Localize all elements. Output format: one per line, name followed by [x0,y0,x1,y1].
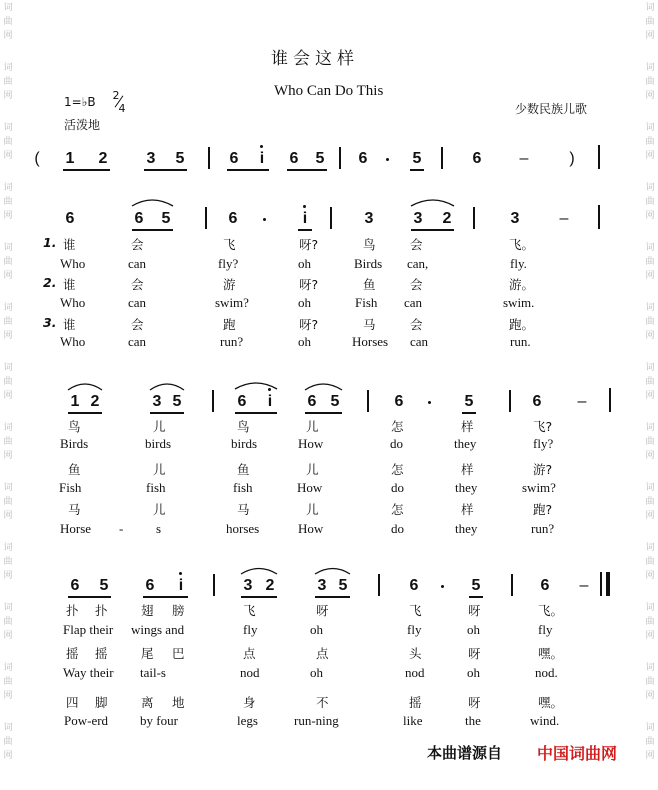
lyric-cn: 呀 [468,603,481,618]
watermark-glyph: 词 [645,3,655,13]
note: 5 [99,577,109,594]
lyric-cn: 鸟 [68,419,81,434]
lyric-en: can [404,295,423,310]
sustain-dash: – [579,577,589,594]
lyric-cn: 呀? [299,237,319,252]
lyric-en: can [128,256,147,271]
lyric-cn: 跑。 [509,317,535,332]
lyric-en: the [465,713,481,728]
lyric-cn: 会 [131,317,144,332]
watermark-glyph: 词 [645,303,655,313]
slur [68,384,102,390]
lyric-en: How [297,480,323,495]
watermark-glyph: 曲 [3,197,13,207]
lyric-en: oh [467,622,480,637]
watermark-glyph: 网 [645,451,655,461]
watermark-glyph: 网 [3,631,13,641]
note: 1 [65,150,75,167]
watermark-glyph: 词 [3,423,13,433]
lyric-en: can [128,295,147,310]
intro-close-paren: ) [569,150,575,167]
lyric-cn: 马 [68,502,81,517]
lyric-en: run-ning [294,713,339,728]
lyric-cn: 样 [461,502,474,517]
watermark-glyph: 词 [3,123,13,133]
watermark-glyph: 词 [645,123,655,133]
lyric-en: fly? [218,256,239,271]
watermark-glyph: 网 [3,571,13,581]
slur [150,384,184,390]
lyric-en: Fish [355,295,378,310]
lyric-en: oh [298,334,311,349]
note: 3 [413,210,423,227]
note: 5 [161,210,171,227]
watermark-glyph: 曲 [645,137,655,147]
watermark-glyph: 曲 [645,317,655,327]
lyric-cn: 鸟 [363,237,376,252]
watermark-glyph: 词 [3,363,13,373]
watermark-glyph: 词 [645,243,655,253]
watermark-glyph: 曲 [3,557,13,567]
lyric-cn: 摇 [66,646,79,661]
watermark-glyph: 词 [3,183,13,193]
lyric-en: wind. [530,713,560,728]
footer-source-label: 本曲谱源自 [427,744,503,762]
lyric-en: oh [310,622,323,637]
lyric-en: fly [407,622,422,637]
note: 5 [175,150,185,167]
lyric-cn: 飞 [243,603,256,618]
watermark-glyph: 词 [3,63,13,73]
watermark-glyph: 网 [645,511,655,521]
lyric-cn: 不 [316,695,329,710]
lyric-cn: 扑 [66,603,79,618]
watermark-glyph: 词 [3,603,13,613]
lyric-cn: 翅 [141,603,154,618]
note: 3 [152,393,162,410]
lyric-en: do [391,521,404,536]
lyric-en: swim? [522,480,556,495]
lyric-cn: 儿 [153,502,166,517]
lyric-cn: 嘿。 [538,695,564,710]
slur [241,569,277,575]
watermark-glyph: 词 [3,663,13,673]
lyric-cn: 谁 [63,237,76,252]
lyric-en: Pow-erd [64,713,109,728]
lyric-cn: 马 [363,317,376,332]
lyric-en: legs [237,713,258,728]
note: 3 [364,210,374,227]
lyric-cn: 飞? [533,419,553,434]
lyric-cn: 飞 [223,237,236,252]
watermark-glyph: 网 [3,391,13,401]
lyric-en: they [455,480,478,495]
watermark-glyph: 网 [645,31,655,41]
watermark-glyph: 网 [3,271,13,281]
note: 6 [289,150,299,167]
lyric-en: Fish [59,480,82,495]
watermark-glyph: 词 [645,483,655,493]
lyric-cn: 摇 [409,695,422,710]
lyric-en: they [455,521,478,536]
watermark-glyph: 词 [3,3,13,13]
lyric-cn: 巴 [172,646,185,661]
note: 6 [70,577,80,594]
watermark-glyph: 曲 [3,257,13,267]
note: 3 [243,577,253,594]
lyric-en: birds [145,436,171,451]
watermark-glyph: 网 [3,511,13,521]
lyric-cn: 怎 [391,419,404,434]
lyric-cn: 会 [131,277,144,292]
time-signature-numerator: 2 [112,89,120,102]
note: 6 [358,150,368,167]
watermark-glyph: 网 [3,691,13,701]
note: 5 [172,393,182,410]
watermark-glyph: 词 [645,603,655,613]
note: 6 [228,210,238,227]
note: 5 [315,150,325,167]
watermark-glyph: 曲 [645,617,655,627]
note: 2 [265,577,275,594]
lyric-cn: 会 [410,277,423,292]
lyric-cn: 呀 [468,695,481,710]
lyric-cn: 脚 [95,695,108,710]
lyric-en: How [298,436,324,451]
time-signature-denominator: 4 [118,102,126,115]
lyric-en: Horse [60,521,92,536]
lyric-en: fish [233,480,253,495]
watermark-glyph: 网 [645,751,655,761]
lyric-cn: 头 [409,646,422,661]
lyric-en: nod [405,665,425,680]
lyric-cn: 马 [237,502,250,517]
slur [235,383,277,389]
lyric-cn: 跑 [223,317,236,332]
footer-site-link[interactable]: 中国词曲网 [537,744,618,763]
lyric-en: do [390,436,403,451]
lyric-cn: 点 [316,646,329,661]
watermark-glyph: 曲 [645,737,655,747]
watermark-glyph: 词 [645,363,655,373]
lyric-en: can [410,334,429,349]
note: 5 [338,577,348,594]
watermark-glyph: 词 [645,723,655,733]
lyric-cn: 跑? [533,502,553,517]
lyric-en: Way their [63,665,114,680]
lyric-cn: 飞。 [509,237,535,252]
lyric-cn: 会 [131,237,144,252]
note: 6 [237,393,247,410]
watermark-glyph: 词 [645,423,655,433]
watermark-glyph: 网 [645,631,655,641]
lyric-en: fly? [533,436,554,451]
lyric-cn: 点 [243,646,256,661]
lyric-cn: 鱼 [237,462,250,477]
note: 3 [317,577,327,594]
watermark-glyph: 网 [645,691,655,701]
note: 2 [90,393,100,410]
watermark-glyph: 曲 [645,557,655,567]
note: 6 [532,393,542,410]
lyric-en: do [391,480,404,495]
lyric-cn: 游? [533,462,553,477]
watermark-glyph: 曲 [3,437,13,447]
note: 2 [98,150,108,167]
tempo-marking: 活泼地 [64,118,101,132]
note: 3 [146,150,156,167]
watermark-glyph: 曲 [645,437,655,447]
lyric-en: like [403,713,423,728]
note: 5 [471,577,481,594]
note: i [267,393,273,410]
watermark-glyph: 曲 [645,377,655,387]
lyric-en: Horses [352,334,389,349]
watermark-glyph: 词 [645,183,655,193]
note: 5 [412,150,422,167]
watermark-glyph: 网 [3,31,13,41]
note: 6 [394,393,404,410]
watermark-glyph: 网 [645,271,655,281]
lyric-en: Who [60,256,86,271]
lyric-cn: 离 [141,695,154,710]
watermark-glyph: 曲 [3,137,13,147]
lyric-en: they [454,436,477,451]
lyric-cn: 鱼 [68,462,81,477]
lyric-en: Who [60,295,86,310]
song-title-english: Who Can Do This [274,83,384,99]
note: 6 [472,150,482,167]
lyric-cn: 扑 [95,603,108,618]
lyric-en: fly [243,622,258,637]
note: 2 [442,210,452,227]
lyric-en: nod [240,665,260,680]
lyric-en: horses [226,521,260,536]
lyric-cn: 飞 [409,603,422,618]
watermark-glyph: 网 [645,331,655,341]
intro-open-paren: ( [34,150,40,167]
sustain-dash: – [519,150,529,167]
note: 6 [540,577,550,594]
watermark-glyph: 网 [3,151,13,161]
song-title-chinese: 谁会这样 [271,49,359,69]
watermark-glyph: 网 [645,211,655,221]
lyric-en: fly. [510,256,527,271]
lyric-en: oh [310,665,323,680]
note: 6 [409,577,419,594]
lyric-en: swim? [215,295,249,310]
lyric-cn: 尾 [141,646,154,661]
note: 6 [65,210,75,227]
watermark-glyph: 曲 [645,17,655,27]
watermark-glyph: 网 [3,451,13,461]
lyric-cn: 儿 [306,502,319,517]
watermark-glyph: 词 [645,543,655,553]
lyric-en: s [156,521,162,536]
lyric-en: Birds [354,256,383,271]
lyric-en: birds [231,436,257,451]
note: 5 [464,393,474,410]
sustain-dash: – [559,210,569,227]
lyric-cn: 地 [172,695,185,710]
lyric-en: oh [467,665,480,680]
watermark-glyph: 词 [645,63,655,73]
verse-number: 2. [43,275,57,290]
note: i [302,210,308,227]
watermark-glyph: 曲 [3,377,13,387]
lyric-cn: 儿 [153,462,166,477]
watermark-glyph: 曲 [3,77,13,87]
lyric-cn: 谁 [63,317,76,332]
lyric-cn: 儿 [306,462,319,477]
note: 6 [307,393,317,410]
lyric-cn: 会 [410,317,423,332]
watermark-glyph: 曲 [645,677,655,687]
note: 3 [510,210,520,227]
verse-number: 1. [43,235,57,250]
lyric-en: oh [298,256,311,271]
watermark-glyph: 网 [645,91,655,101]
slur [305,384,342,390]
lyric-cn: 会 [410,237,423,252]
lyric-cn: 膀 [172,603,185,618]
lyric-cn: 游。 [509,277,535,292]
note: 6 [229,150,239,167]
lyric-cn: 呀 [468,646,481,661]
slur [315,569,350,575]
lyric-en: run? [220,334,244,349]
lyric-en: Who [60,334,86,349]
watermark-glyph: 网 [3,211,13,221]
lyric-en: Flap their [63,622,114,637]
lyric-cn: 游 [223,277,236,292]
watermark-glyph: 网 [3,331,13,341]
watermark-glyph: 词 [3,303,13,313]
lyric-cn: 怎 [391,502,404,517]
lyric-cn: 儿 [153,419,166,434]
lyric-cn: 样 [461,419,474,434]
watermark-glyph: 曲 [3,497,13,507]
lyric-cn: 摇 [95,646,108,661]
watermark-glyph: 网 [645,391,655,401]
watermark-glyph: 词 [3,723,13,733]
key-signature: 1=♭B [64,95,96,109]
lyric-en: oh [298,295,311,310]
note: 5 [330,393,340,410]
watermark-glyph: 曲 [645,197,655,207]
lyric-en: How [298,521,324,536]
watermark-glyph: 网 [3,91,13,101]
lyric-cn: 呀? [299,317,319,332]
lyric-cn: 鱼 [363,277,376,292]
watermark-glyph: 曲 [3,677,13,687]
lyric-cn: 四 [66,695,79,710]
lyric-cn: 谁 [63,277,76,292]
lyric-cn: 嘿。 [538,646,564,661]
slur [411,200,454,206]
lyric-en: run? [531,521,555,536]
lyric-en: run. [510,334,531,349]
lyric-cn: 飞。 [538,603,564,618]
watermark-glyph: 词 [3,483,13,493]
watermark-glyph: 网 [645,151,655,161]
watermark-glyph: 曲 [3,737,13,747]
watermark-glyph: 曲 [3,17,13,27]
watermark-glyph: 网 [3,751,13,761]
lyric-cn: 呀? [299,277,319,292]
note: 6 [134,210,144,227]
note: 6 [145,577,155,594]
lyric-cn: 儿 [306,419,319,434]
lyric-en: tail-s [140,665,166,680]
note: 1 [70,393,80,410]
lyric-cn: 怎 [391,462,404,477]
lyric-en: fly [538,622,553,637]
lyric-cn: 身 [243,695,256,710]
sustain-dash: – [577,393,587,410]
watermark-glyph: 曲 [645,257,655,267]
lyric-en: can, [407,256,429,271]
lyric-cn: 样 [461,462,474,477]
song-source: 少数民族儿歌 [515,102,588,116]
watermark-glyph: 曲 [645,497,655,507]
lyric-en: can [128,334,147,349]
verse-number: 3. [43,315,57,330]
lyric-en: wings and [131,622,185,637]
watermark-glyph: 词 [3,243,13,253]
note: i [259,150,265,167]
lyric-cn: 呀 [316,603,329,618]
watermark-glyph: 曲 [645,77,655,87]
watermark-glyph: 词 [645,663,655,673]
lyric-en: Birds [60,436,89,451]
lyric-en: - [119,521,124,536]
note: i [178,577,184,594]
lyric-en: nod. [535,665,558,680]
lyric-cn: 鸟 [237,419,250,434]
lyric-en: swim. [503,295,535,310]
watermark-glyph: 曲 [3,317,13,327]
watermark-glyph: 网 [645,571,655,581]
lyric-en: fish [146,480,166,495]
lyric-en: by four [140,713,178,728]
watermark-glyph: 曲 [3,617,13,627]
watermark-glyph: 词 [3,543,13,553]
slur [132,200,173,206]
